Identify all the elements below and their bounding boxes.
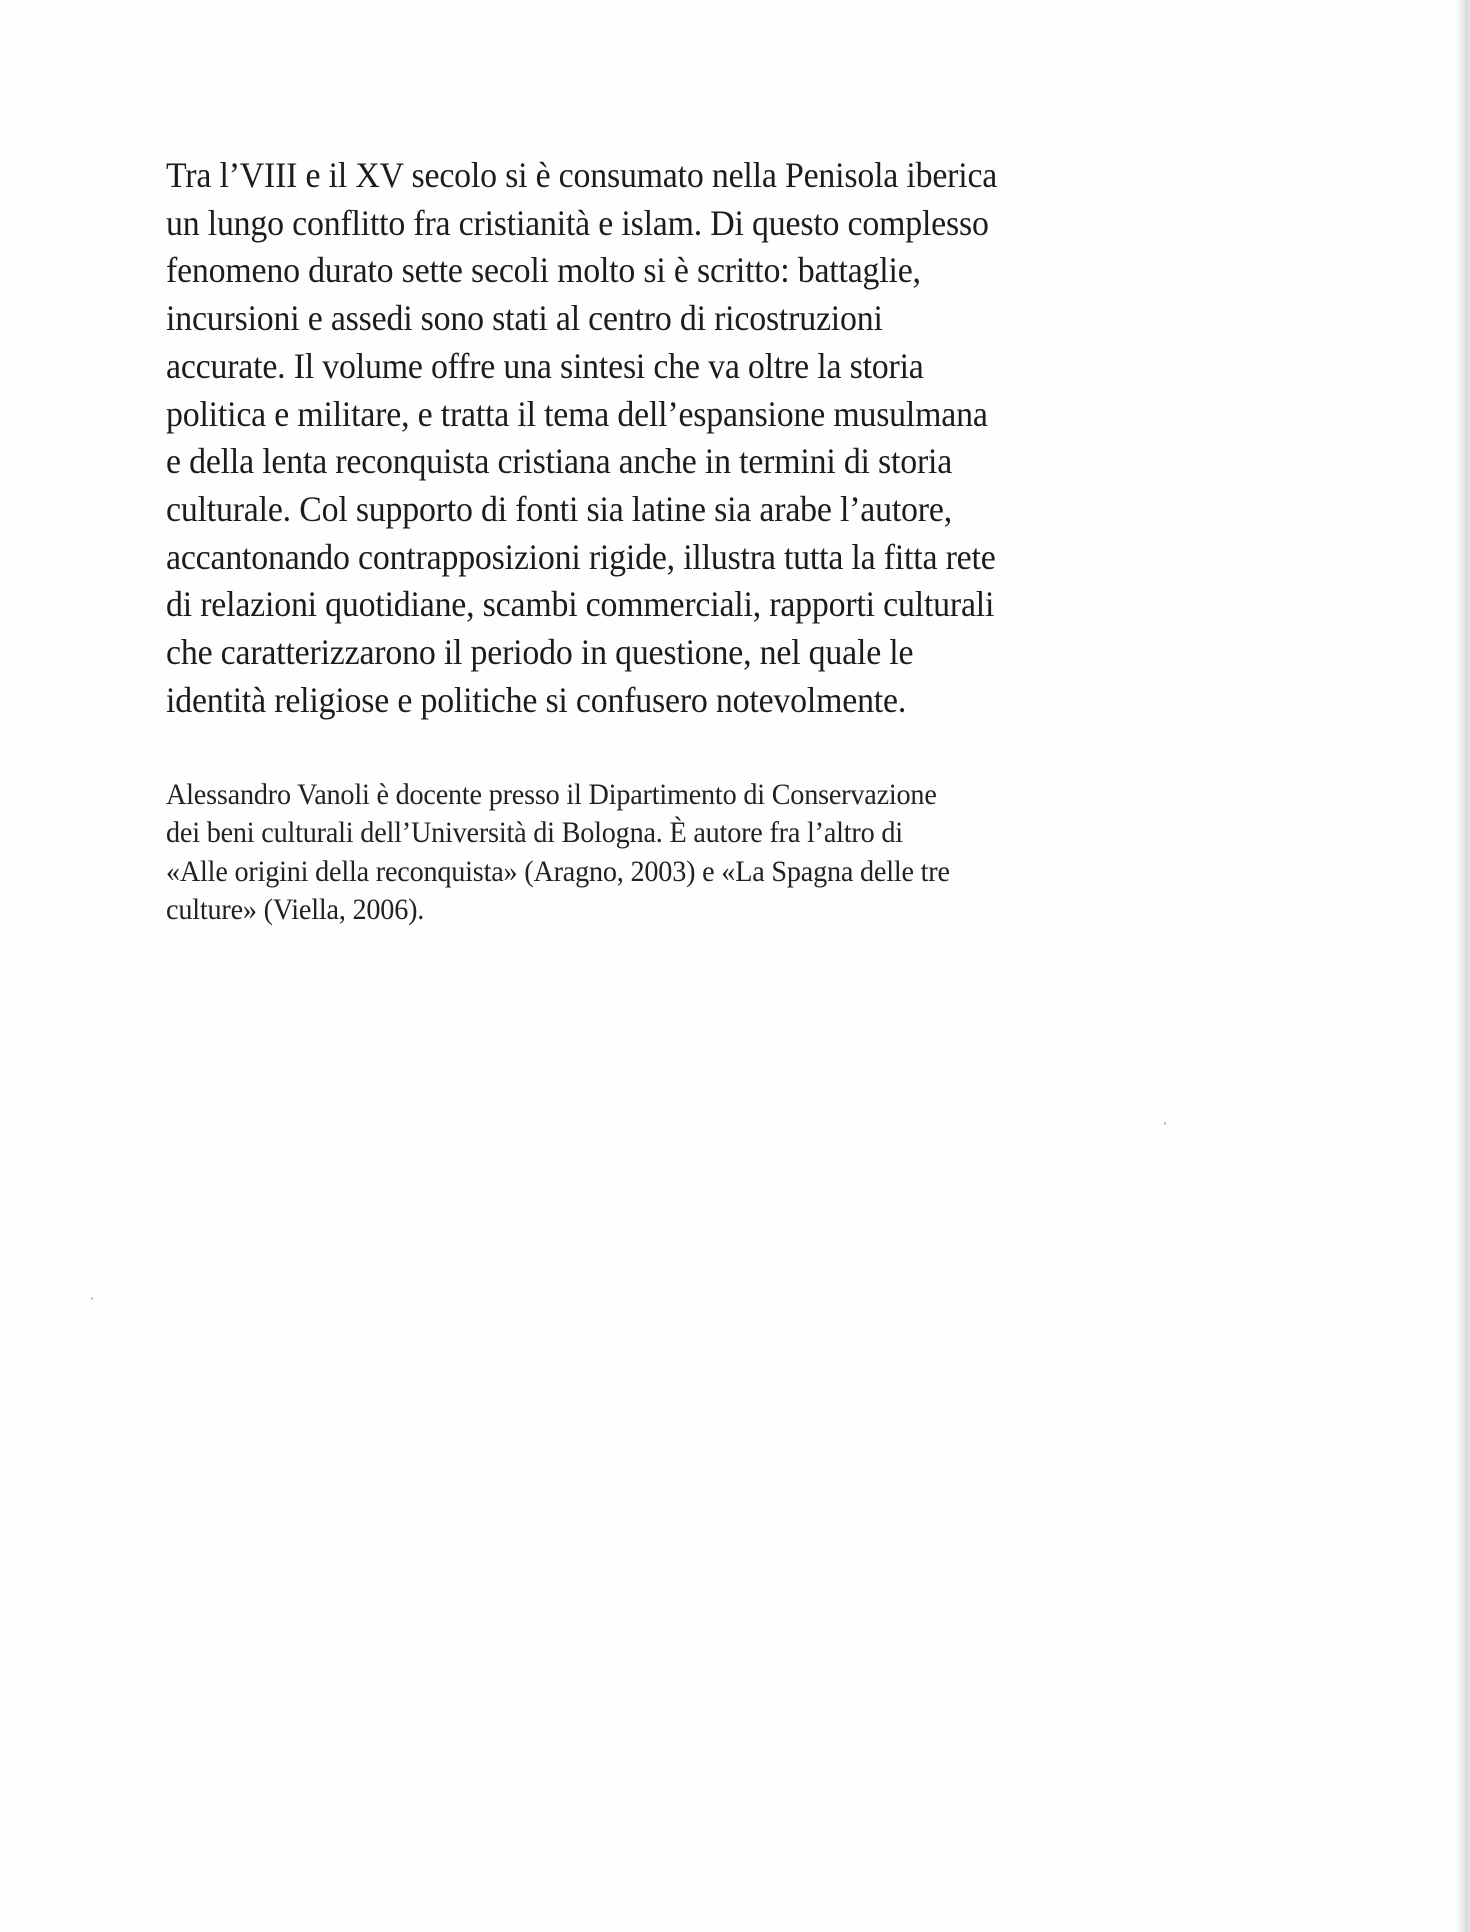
- blurb-line: incursioni e assedi sono stati al centro di ricostruzioni: [166, 298, 883, 339]
- blurb-line: Tra l’VIII e il XV secolo si è consumato nella Penisola iberica: [166, 155, 998, 195]
- blurb-line: fenomeno durato sette secoli molto si è scritto: battaglie,: [166, 250, 921, 291]
- blurb-line: accurate. Il volume offre una sintesi che va oltre la storia: [166, 345, 924, 386]
- author-bio-line: «Alle origini della reconquista» (Aragno, 2003) e «La Spagna delle tre: [166, 855, 950, 888]
- blurb-line: culturale. Col supporto di fonti sia latine sia arabe l’autore,: [166, 488, 952, 529]
- blurb-line: di relazioni quotidiane, scambi commerciali, rapporti culturali: [166, 584, 995, 625]
- blurb-line: e della lenta reconquista cristiana anche in termini di storia: [166, 441, 953, 482]
- blurb-line: che caratterizzarono il periodo in questione, nel quale le: [166, 632, 914, 673]
- blurb-line: un lungo conflitto fra cristianità e islam. Di questo complesso: [166, 202, 989, 243]
- blurb-line: identità religiose e politiche si confusero notevolmente.: [166, 679, 907, 720]
- author-bio-line: Alessandro Vanoli è docente presso il Dipartimento di Conservazione: [166, 779, 937, 811]
- blurb-paragraph: [166, 152, 1326, 724]
- scan-speck: [91, 1297, 93, 1300]
- author-bio-line: dei beni culturali dell’Università di Bologna. È autore fra l’altro di: [166, 817, 903, 850]
- author-bio: [166, 776, 1326, 929]
- scan-speck: [1164, 1122, 1166, 1125]
- blurb-line: accantonando contrapposizioni rigide, illustra tutta la fitta rete: [166, 536, 996, 577]
- author-bio-line: culture» (Viella, 2006).: [166, 893, 425, 926]
- blurb-line: politica e militare, e tratta il tema dell’espansione musulmana: [166, 393, 988, 434]
- page-edge-shadow: [1456, 0, 1470, 1932]
